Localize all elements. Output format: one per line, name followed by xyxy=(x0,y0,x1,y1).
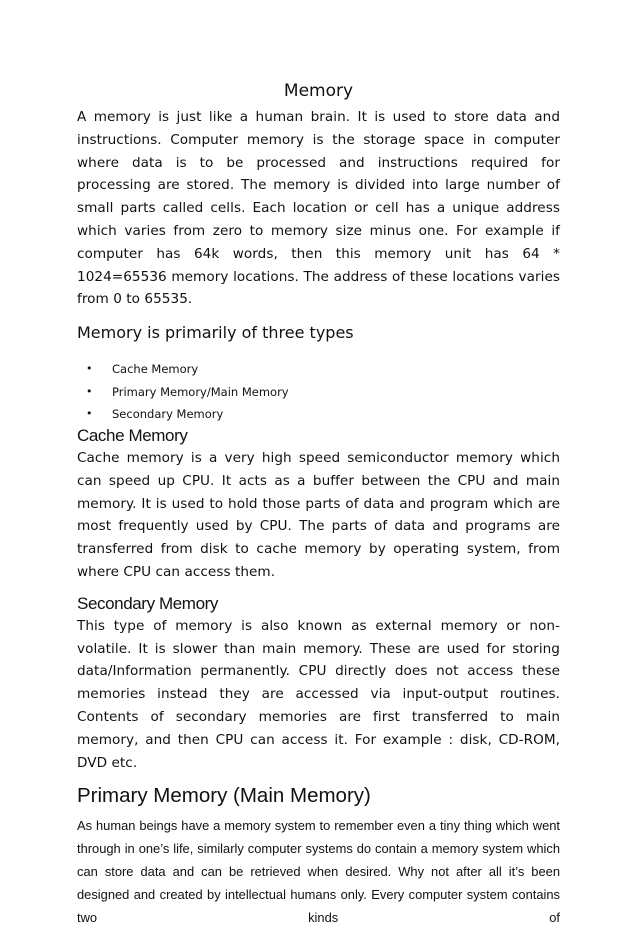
cache-memory-paragraph: Cache memory is a very high speed semiconductor memory which can speed up CPU. It acts as a buffer between the CPU and main memory. It is used to hold those parts of data and program which are most frequently used by CPU. The parts of data and programs are transferred from disk to cache memory by operating system, from where CPU can access them. xyxy=(77,449,560,580)
bullet-icon: • xyxy=(86,407,93,421)
types-heading: Memory is primarily of three types xyxy=(77,323,354,343)
cache-memory-heading: Cache Memory xyxy=(77,425,188,445)
list-item xyxy=(77,358,560,381)
bullet-icon: • xyxy=(86,384,93,398)
list-item-label: Primary Memory/Main Memory xyxy=(112,384,289,399)
document-page xyxy=(77,80,560,929)
page-title: Memory xyxy=(283,81,354,101)
list-item-label: Cache Memory xyxy=(112,362,199,377)
secondary-memory-paragraph: This type of memory is also known as external memory or non-volatile. It is slower than main memory. These are used for storing data/Information permanently. CPU directly does not access these memories instead they are accessed via input-output routines. Contents of secondary memories are first transferred to main memory, and then CPU can access it. For example : disk, CD-ROM, DVD etc. xyxy=(77,617,560,771)
intro-paragraph: A memory is just like a human brain. It is used to store data and instructions. Computer memory is the storage space in computer where data is to be processed and instructions required for processing are stored. The memory is divided into large number of small parts called cells. Each location or cell has a unique address which varies from zero to memory size minus one. For example if computer has 64k words, then this memory unit has 64 * 1024=65536 memory locations. The address of these locations varies from 0 to 65535. xyxy=(77,109,560,308)
bullet-icon: • xyxy=(86,362,93,376)
list-item-label: Secondary Memory xyxy=(112,407,224,422)
primary-memory-paragraph: As human beings have a memory system to remember even a tiny thing which went through in one’s life, similarly computer systems do contain a memory system which can store data and can be retrieved when desired. Why not after all it’s been designed and created by intellectual humans only. Every computer system contains two kinds of xyxy=(77,818,560,925)
list-item xyxy=(77,403,560,426)
secondary-memory-heading: Secondary Memory xyxy=(77,593,218,613)
primary-memory-heading: Primary Memory (Main Memory) xyxy=(77,784,371,808)
list-item xyxy=(77,381,560,404)
types-list xyxy=(77,358,560,426)
